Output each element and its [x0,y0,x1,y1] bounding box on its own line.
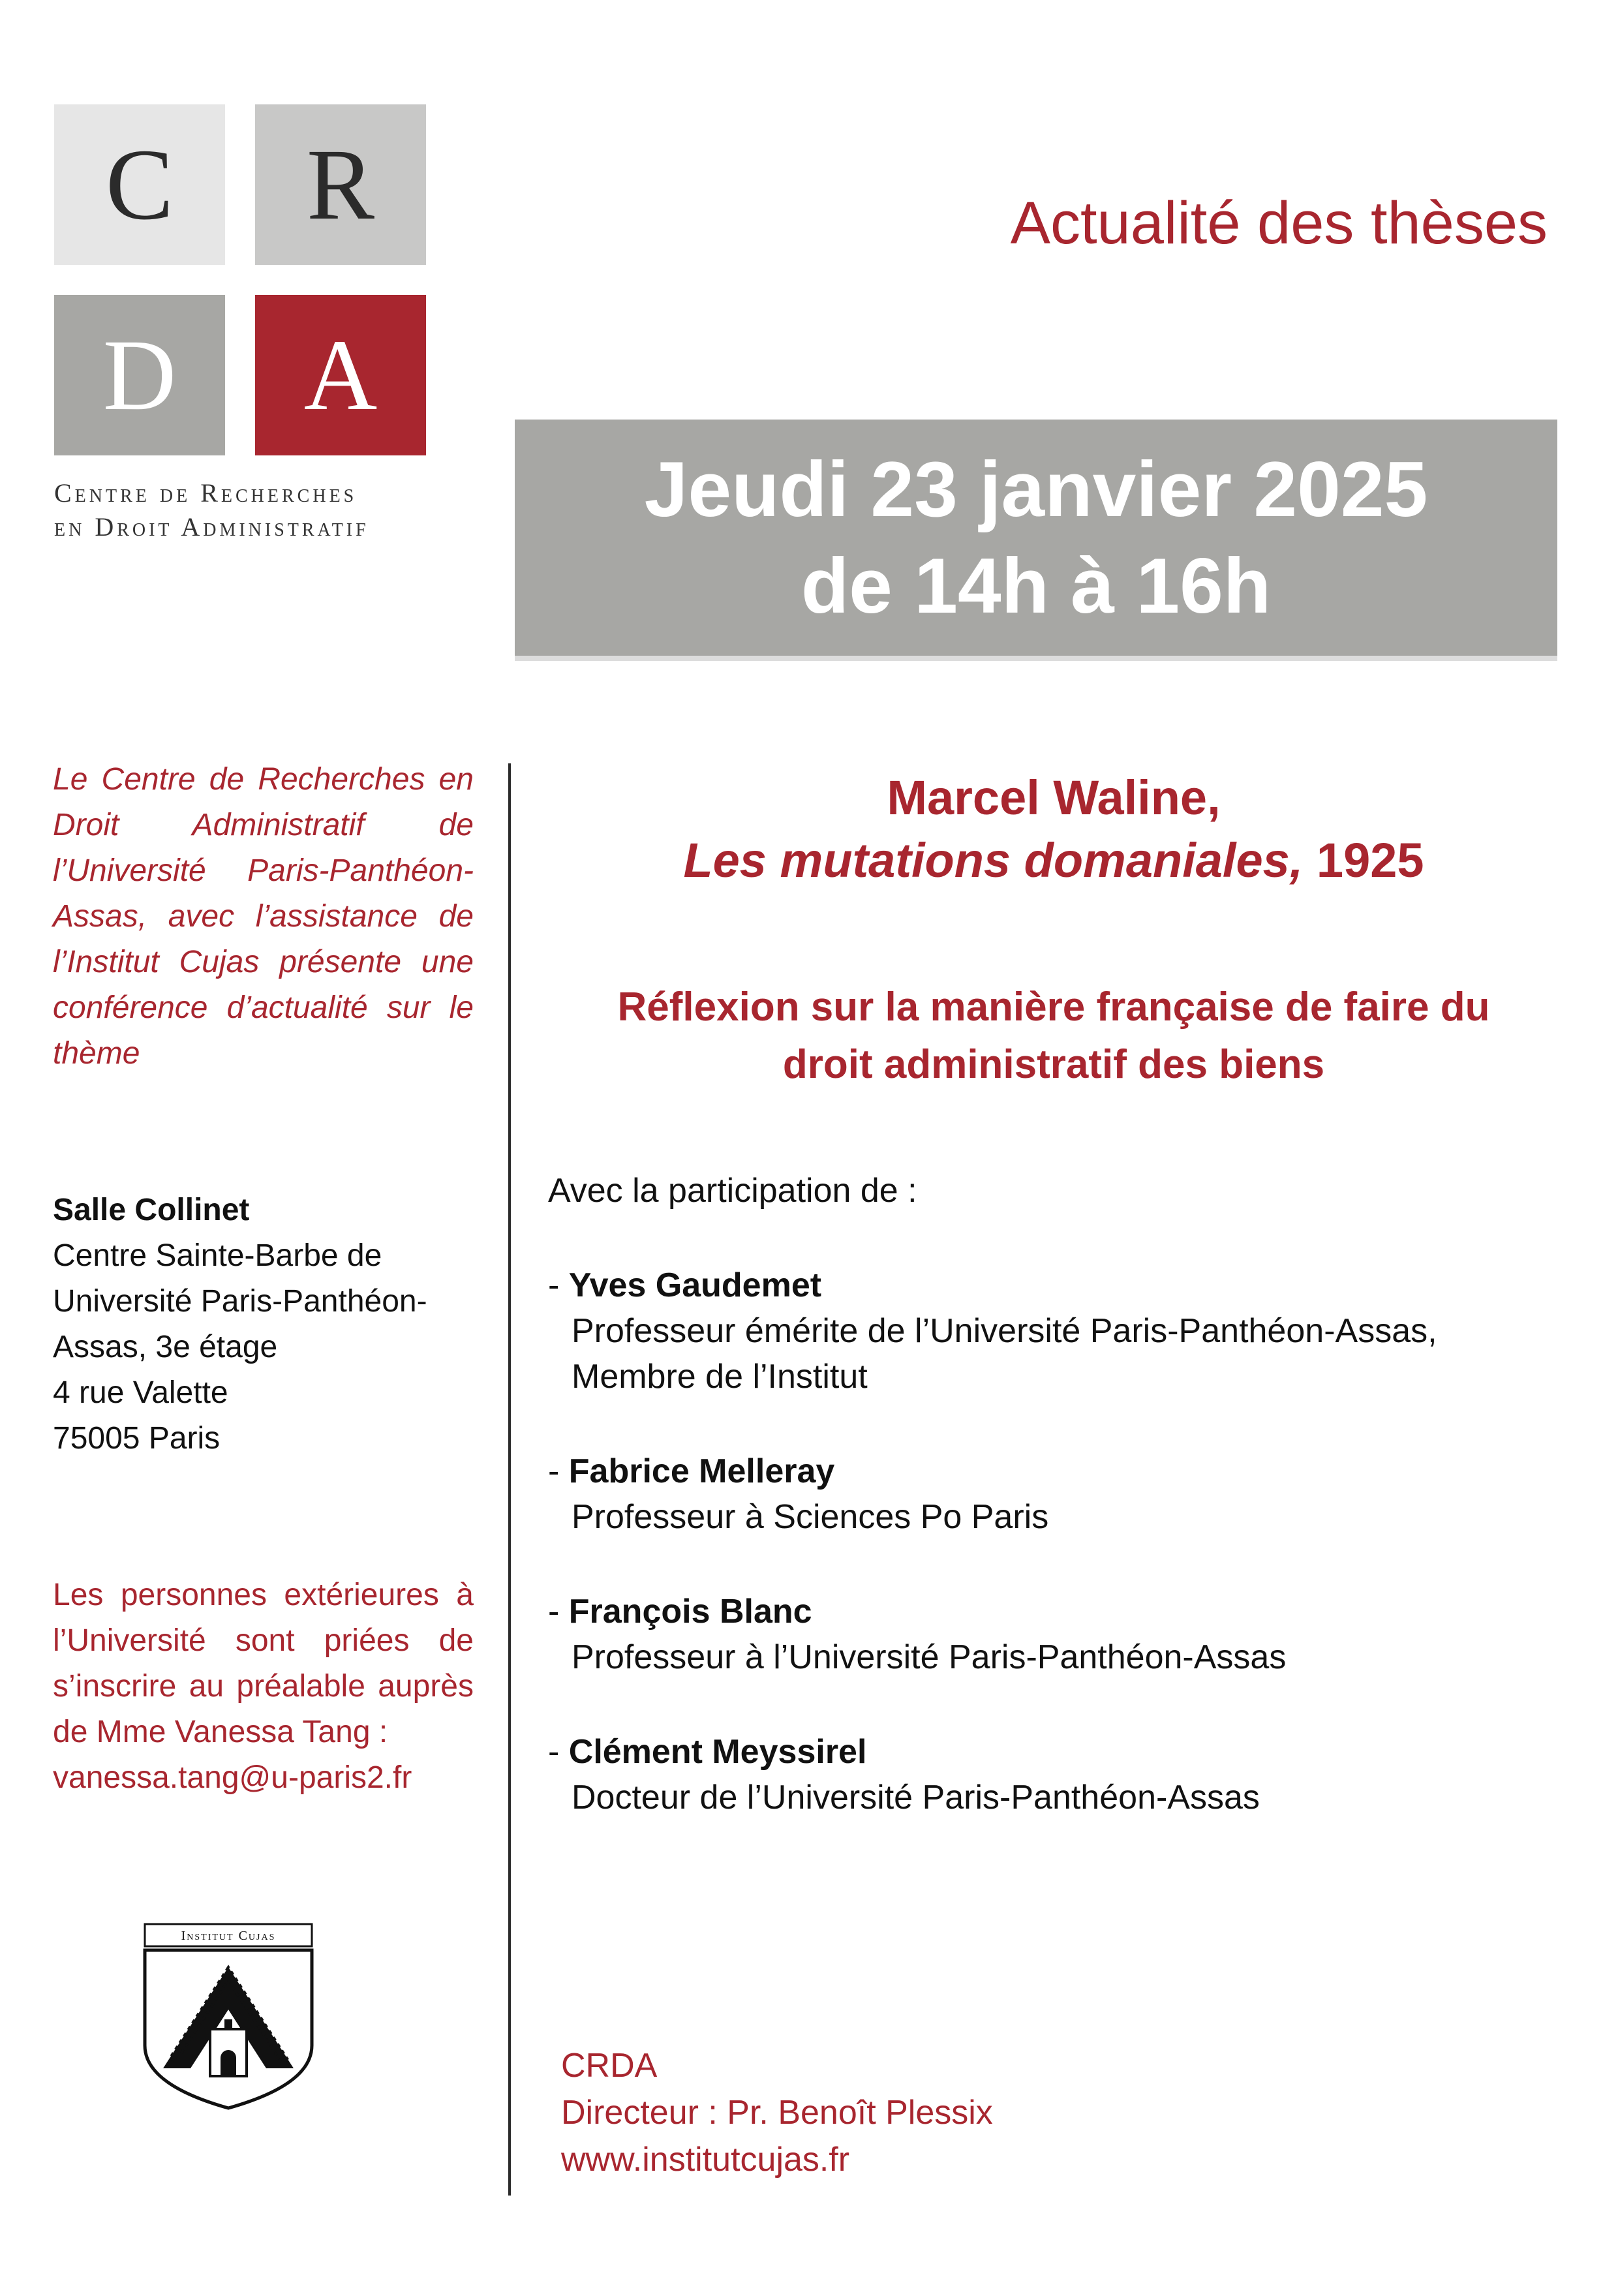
column-divider [508,763,511,2196]
logo-tile-a [255,295,426,455]
talk-subtitle-line1: Réflexion sur la manière française de faire du [617,985,1490,1030]
speaker-item: - Fabrice Melleray Professeur à Sciences Po Paris [548,1448,1559,1540]
speaker-role: Professeur à l’Université Paris-Panthéon-Assas [572,1638,1287,1676]
crest-tower-door [221,2050,236,2076]
talk-author: Marcel Waline, [887,771,1221,825]
speaker-role: Membre de l’Institut [572,1358,868,1396]
venue-line: Université Paris-Panthéon- [53,1284,427,1319]
logo-subtitle-line2: en Droit Administratif [54,512,369,542]
institut-cujas-crest [130,1921,326,2111]
speaker-item: - Yves Gaudemet Professeur émérite de l’Université Paris-Panthéon-Assas, Membre de l’Institut [548,1263,1559,1400]
talk-book-title: Les mutations domaniales, [683,833,1304,887]
speaker-name: Clément Meyssirel [568,1733,867,1771]
logo-tile-c [54,104,225,265]
footer-website-link[interactable]: www.institutcujas.fr [561,2141,850,2179]
logo-letter-a: A [303,318,378,431]
speaker-item: - Clément Meyssirel Docteur de l’Université Paris-Panthéon-Assas [548,1729,1559,1820]
footer-org: CRDA [561,2047,658,2085]
logo-letter-d: D [102,318,177,431]
speaker-role: Professeur émérite de l’Université Paris-Panthéon-Assas, [572,1312,1437,1350]
venue-name: Salle Collinet [53,1193,250,1227]
speaker-name: Fabrice Melleray [568,1452,835,1490]
crest-label: Institut Cujas [181,1929,276,1943]
logo-letter-r: R [306,128,375,241]
registration-block [53,1572,474,1801]
venue-line: 75005 Paris [53,1421,221,1456]
venue-line: 4 rue Valette [53,1375,228,1410]
crest-battlements [207,2019,249,2029]
logo-tile-r [255,104,426,265]
speaker-name: Yves Gaudemet [568,1266,822,1304]
registration-email[interactable]: vanessa.tang@u-paris2.fr [53,1760,412,1795]
intro-text: Le Centre de Recherches en Droit Administratif de l’Université Paris-Panthéon-Assas, avec l’assistance de l’Institut Cujas présente une conférence d’actualité sur le thème [53,762,474,1071]
registration-text: Les personnes extérieures à l’Université sont priées de s’inscrire au préalable auprès de Mme Vanessa Tang : [53,1578,474,1749]
footer-director: Directeur : Pr. Benoît Plessix [561,2094,993,2132]
page-title: Actualité des thèses [1010,190,1548,256]
logo-subtitle [54,476,446,544]
talk-subtitle-line2: droit administratif des biens [782,1042,1325,1087]
logo-letter-c: C [105,128,174,241]
talk-subtitle [548,979,1559,1094]
event-date: Jeudi 23 janvier 2025 [644,446,1428,533]
venue-block [53,1187,474,1462]
date-banner [515,420,1557,661]
footer [561,2042,993,2183]
talk-book-line [548,829,1559,892]
speaker-role: Docteur de l’Université Paris-Panthéon-Assas [572,1779,1260,1816]
venue-line: Centre Sainte-Barbe de [53,1238,382,1273]
event-time: de 14h à 16h [801,542,1272,630]
venue-line: Assas, 3e étage [53,1330,278,1364]
speaker-name: François Blanc [568,1593,812,1630]
talk-title-block [548,767,1559,892]
speaker-role: Professeur à Sciences Po Paris [572,1498,1049,1536]
logo-subtitle-line1: Centre de Recherches [54,478,358,508]
speaker-item: - François Blanc Professeur à l’Université Paris-Panthéon-Assas [548,1589,1559,1680]
participation-heading: Avec la participation de : [548,1172,917,1210]
logo-tile-d [54,295,225,455]
talk-year: 1925 [1303,833,1424,887]
